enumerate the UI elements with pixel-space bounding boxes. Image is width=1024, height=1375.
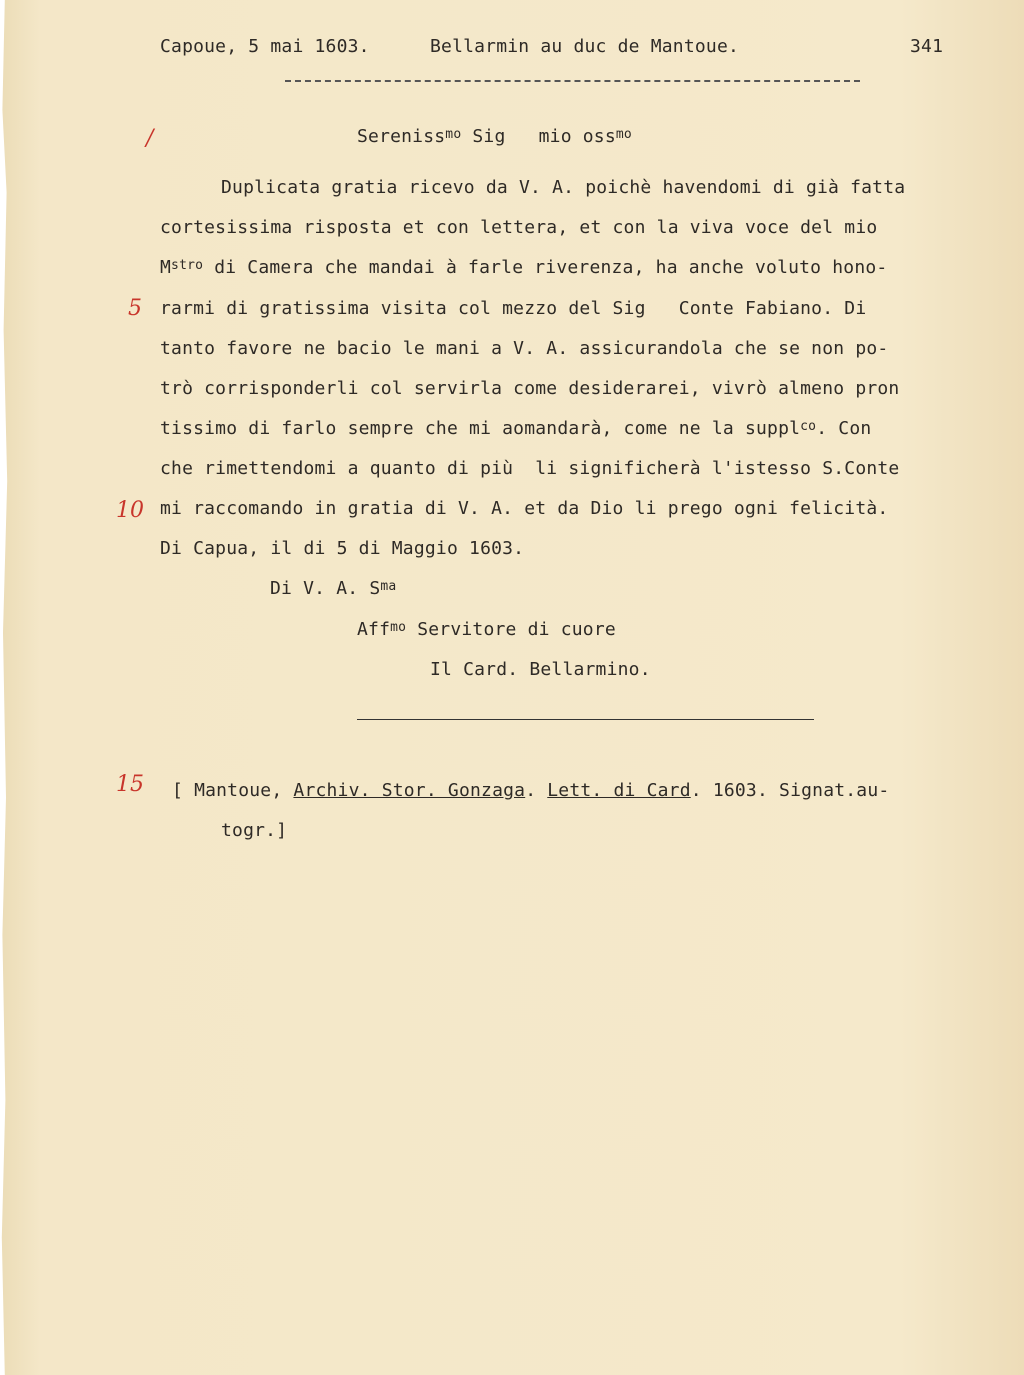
letter-line-9: mi raccomando in gratia di V. A. et da Dio li prego ogni felicità.	[160, 498, 889, 519]
margin-number-15: 15	[116, 772, 144, 797]
letter-line-5: tanto favore ne bacio le mani a V. A. assicurandola che se non po-	[160, 338, 889, 359]
letter-line-3: $M^{stro}$ di Camera che mandai à farle riverenza, ha anche voluto hono-	[160, 257, 888, 278]
margin-number-10: 10	[116, 498, 144, 523]
source-note-line-2: togr.]	[221, 820, 288, 841]
letter-line-6: trò corrisponderli col servirla come desiderarei, vivrò almeno pron	[160, 378, 900, 399]
letters-reference: Lett. di Card	[547, 780, 691, 801]
source-note-line-1: [ Mantoue, Archiv. Stor. Gonzaga. Lett. di Card. 1603. Signat.au-	[172, 780, 890, 801]
letter-line-1: Duplicata gratia ricevo da V. A. poichè havendomi di già fatta	[221, 177, 906, 198]
letter-line-7: tissimo di farlo sempre che mi aomandarà, come ne la suppl$^{co}$. Con	[160, 418, 872, 439]
margin-number-5: 5	[128, 296, 142, 321]
letter-line-2: cortesissima risposta et con lettera, et con la viva voce del mio	[160, 217, 878, 238]
margin-number-1: /	[146, 126, 154, 151]
closing-line-2: Aff$^{mo}$ Servitore di cuore	[357, 619, 616, 640]
letter-line-8: che rimettendomi a quanto di più li significherà l'istesso S.Conte	[160, 458, 900, 479]
archive-reference: Archiv. Stor. Gonzaga	[293, 780, 526, 801]
letter-line-10: Di Capua, il di 5 di Maggio 1603.	[160, 538, 525, 559]
header-divider	[285, 80, 860, 82]
letter-line-4: rarmi di gratissima visita col mezzo del Sig Conte Fabiano. Di	[160, 298, 867, 319]
header-place-date: Capoue, 5 mai 1603.	[160, 36, 370, 57]
salutation: Sereniss$^{mo}$ Sig mio oss$^{mo}$	[357, 126, 632, 147]
header-title: Bellarmin au duc de Mantoue.	[430, 36, 740, 57]
page-number: 341	[910, 36, 944, 57]
signature-line: Il Card. Bellarmino.	[430, 659, 651, 680]
closing-line-1: Di V. A. $S^{ma}$	[270, 578, 397, 599]
torn-edge	[0, 0, 12, 1375]
closing-divider	[357, 719, 814, 720]
